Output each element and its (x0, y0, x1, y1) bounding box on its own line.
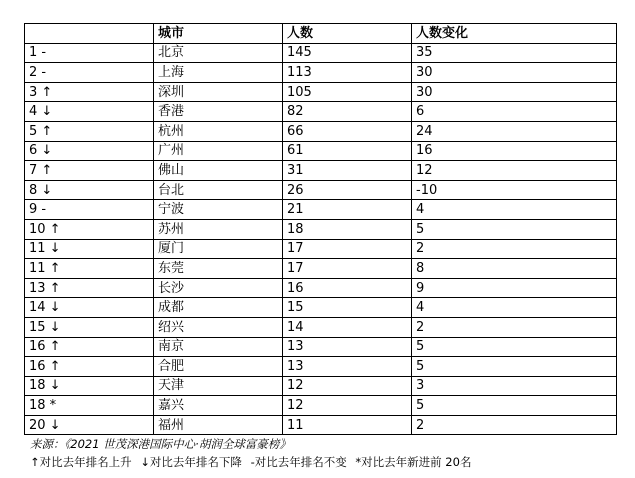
table-row (25, 180, 617, 200)
cell-city: 南京 (154, 337, 283, 357)
cell-count: 61 (283, 141, 412, 161)
cell-change: 3 (412, 376, 617, 396)
cell-count: 21 (283, 200, 412, 220)
cell-city: 绍兴 (154, 317, 283, 337)
cell-change: 6 (412, 102, 617, 122)
cell-count: 113 (283, 63, 412, 83)
cell-rank: 20 ↓ (25, 415, 154, 435)
legend-rank-unchanged: -对比去年排名不变 (250, 455, 347, 469)
table-row (25, 82, 617, 102)
table-row (25, 278, 617, 298)
source-note: 来源：《2021 世茂深港国际中心·胡润全球富豪榜》 (30, 437, 291, 451)
cell-rank: 15 ↓ (25, 317, 154, 337)
cell-rank: 7 ↑ (25, 161, 154, 181)
cell-rank: 11 ↑ (25, 259, 154, 279)
cell-change: 2 (412, 317, 617, 337)
table-row (25, 396, 617, 416)
cell-rank: 16 ↑ (25, 337, 154, 357)
table-row (25, 43, 617, 63)
cell-change: 30 (412, 82, 617, 102)
cell-count: 13 (283, 337, 412, 357)
table-header-row (25, 24, 617, 44)
cell-count: 17 (283, 239, 412, 259)
cell-change: 16 (412, 141, 617, 161)
cell-count: 31 (283, 161, 412, 181)
cell-count: 16 (283, 278, 412, 298)
cell-change: 4 (412, 298, 617, 318)
cell-change: 5 (412, 219, 617, 239)
table-body (25, 43, 617, 435)
cell-count: 18 (283, 219, 412, 239)
table-row (25, 415, 617, 435)
cell-count: 105 (283, 82, 412, 102)
cell-city: 合肥 (154, 357, 283, 377)
header-rank (25, 24, 154, 44)
header-count: 人数 (283, 24, 412, 44)
cell-count: 145 (283, 43, 412, 63)
cell-rank: 4 ↓ (25, 102, 154, 122)
cell-change: 30 (412, 63, 617, 83)
cell-rank: 10 ↑ (25, 219, 154, 239)
cell-change: -10 (412, 180, 617, 200)
cell-change: 24 (412, 121, 617, 141)
cell-city: 广州 (154, 141, 283, 161)
legend-rank-up: ↑对比去年排名上升 (30, 455, 132, 469)
table-row (25, 161, 617, 181)
table-row (25, 200, 617, 220)
ranking-table (24, 23, 617, 435)
cell-city: 厦门 (154, 239, 283, 259)
cell-count: 12 (283, 376, 412, 396)
cell-rank: 2 - (25, 63, 154, 83)
cell-change: 2 (412, 415, 617, 435)
cell-count: 66 (283, 121, 412, 141)
cell-count: 11 (283, 415, 412, 435)
cell-city: 深圳 (154, 82, 283, 102)
cell-rank: 3 ↑ (25, 82, 154, 102)
cell-rank: 9 - (25, 200, 154, 220)
cell-change: 9 (412, 278, 617, 298)
table-row (25, 63, 617, 83)
cell-rank: 11 ↓ (25, 239, 154, 259)
cell-change: 5 (412, 357, 617, 377)
table-row (25, 239, 617, 259)
cell-city: 杭州 (154, 121, 283, 141)
cell-change: 2 (412, 239, 617, 259)
cell-change: 12 (412, 161, 617, 181)
cell-city: 宁波 (154, 200, 283, 220)
cell-city: 佛山 (154, 161, 283, 181)
cell-count: 26 (283, 180, 412, 200)
cell-rank: 18 * (25, 396, 154, 416)
table-row (25, 298, 617, 318)
cell-count: 17 (283, 259, 412, 279)
legend-rank-down: ↓对比去年排名下降 (140, 455, 242, 469)
table-row (25, 141, 617, 161)
cell-rank: 6 ↓ (25, 141, 154, 161)
cell-count: 82 (283, 102, 412, 122)
cell-city: 苏州 (154, 219, 283, 239)
cell-change: 5 (412, 396, 617, 416)
cell-change: 35 (412, 43, 617, 63)
cell-count: 14 (283, 317, 412, 337)
legend-note (30, 455, 476, 469)
header-city: 城市 (154, 24, 283, 44)
cell-rank: 14 ↓ (25, 298, 154, 318)
cell-count: 13 (283, 357, 412, 377)
cell-rank: 16 ↑ (25, 357, 154, 377)
cell-rank: 1 - (25, 43, 154, 63)
legend-new-entry: *对比去年新进前 20名 (355, 455, 472, 469)
cell-count: 12 (283, 396, 412, 416)
table-row (25, 219, 617, 239)
table-row (25, 259, 617, 279)
cell-change: 5 (412, 337, 617, 357)
cell-city: 长沙 (154, 278, 283, 298)
cell-city: 香港 (154, 102, 283, 122)
table-row (25, 337, 617, 357)
cell-rank: 8 ↓ (25, 180, 154, 200)
table-row (25, 102, 617, 122)
cell-rank: 18 ↓ (25, 376, 154, 396)
cell-count: 15 (283, 298, 412, 318)
cell-city: 上海 (154, 63, 283, 83)
cell-city: 嘉兴 (154, 396, 283, 416)
cell-city: 北京 (154, 43, 283, 63)
cell-change: 8 (412, 259, 617, 279)
table-row (25, 317, 617, 337)
table-row (25, 121, 617, 141)
cell-change: 4 (412, 200, 617, 220)
cell-city: 东莞 (154, 259, 283, 279)
cell-city: 成都 (154, 298, 283, 318)
cell-rank: 5 ↑ (25, 121, 154, 141)
table-row (25, 376, 617, 396)
cell-rank: 13 ↑ (25, 278, 154, 298)
cell-city: 福州 (154, 415, 283, 435)
header-change: 人数变化 (412, 24, 617, 44)
cell-city: 天津 (154, 376, 283, 396)
cell-city: 台北 (154, 180, 283, 200)
table-row (25, 357, 617, 377)
